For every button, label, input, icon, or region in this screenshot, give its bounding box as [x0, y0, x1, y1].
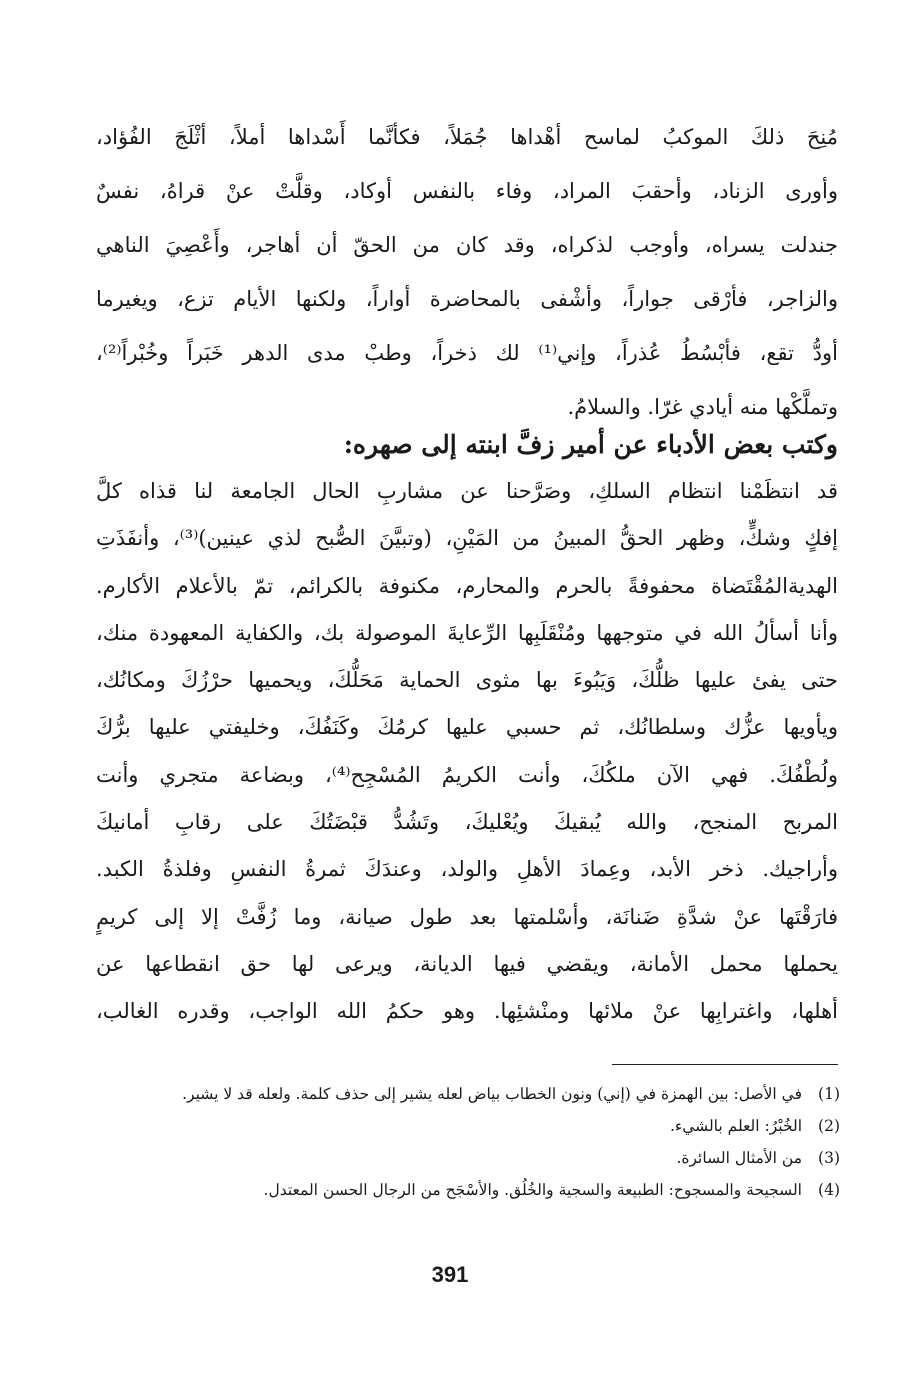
text-line: وتملَّكْها منه أيادي غرّا. والسلامُ.	[567, 395, 838, 419]
text-line: إفكٍ وشكٍّ، وظهر الحقُّ المبينُ من المَيْنِ، (وتبيَّنَ الصُّبح لذي عينين)⁽³⁾، وأنفَذَتِ	[96, 526, 838, 551]
text-line: مُنِحَ ذلكَ الموكبُ لماسح أهْداها جُمَلاً، فكأنَّما أَسْداها أملاً، أثْلَجَ الفُؤاد،	[96, 125, 838, 149]
text-line: وأراجيك. ذخر الأبد، وعِمادَ الأهلِ والولد، وعندَكَ ثمرةُ النفسِ وفلذةُ الكبد.	[96, 857, 838, 882]
footnote-item	[100, 1174, 840, 1206]
footnote-item	[100, 1078, 840, 1110]
footnotes	[100, 1078, 840, 1206]
footnote-text: السجيحة والمسجوح: الطبيعة والسجية والخُلُق. والأسْجَح من الرجال الحسن المعتدل.	[263, 1181, 802, 1199]
footnote-number: (2)	[818, 1117, 840, 1135]
footnote-number: (1)	[818, 1085, 840, 1103]
footnote-number: (4)	[818, 1181, 840, 1199]
footnote-text: في الأصل: بين الهمزة في (إني) ونون الخطاب بياض لعله يشير إلى حذف كلمة. ولعله قد لا يشير.	[182, 1085, 802, 1103]
footnote-item	[100, 1110, 840, 1142]
text-line: المربح المنجح، والله يُبقيكَ ويُعْليكَ، وتَشُدُّ قبْضَتُكَ على رقابِ أمانيكَ	[96, 810, 838, 835]
text-line: قد انتظَمْنا انتظام السلكِ، وصَرَّحنا عن مشاربِ الحال الجامعة لنا قذاه كلَّ	[96, 479, 838, 503]
text-line: فارَقْتَها عنْ شدَّةِ ضَنانَة، وأسْلمتها بعد طول صيانة، وما زُفَّتْ إلا إلى كريمٍ	[96, 904, 838, 929]
text-line: أودُّ تقع، فأبْسُطُ عُذراً، وإني⁽¹⁾ لك ذخراً، وطبْ مدى الدهر خَبَراً وخُبْراً⁽²⁾،	[96, 341, 838, 365]
text-line: حتى يفئ عليها ظلُّكَ، وَيَبُوءَ بها مثوى الحماية مَحَلُّكَ، ويحميها حرْزُكَ ومكانُك،	[96, 668, 838, 693]
footnote-divider	[612, 1064, 838, 1065]
footnote-item	[100, 1142, 840, 1174]
paragraph-2	[96, 468, 838, 1036]
text-line: والزاجر، فأرْقى جواراً، وأشْفى بالمحاضرة أواراً، ولكنها الأيام تزع، ويغيرما	[96, 287, 838, 311]
footnote-number: (3)	[818, 1149, 840, 1167]
text-line: أهلها، واغترابِها عنْ ملائها ومنْشئِها. وهو حكمُ الله الواجب، وقدره الغالب،	[96, 999, 838, 1024]
text-line: الهديةالمُقْتَضاة محفوفةً بالحرم والمحارم، مكنوفة بالكرائم، تمّ بالأعلام الأكارم.	[96, 573, 838, 598]
section-heading: وكتب بعض الأدباء عن أمير زفَّ ابنته إلى صهره:	[343, 430, 838, 459]
text-line: وأنا أسألُ الله في متوجهها ومُنْقَلَبِها الرِّعايةَ الموصولة بك، والكفاية المعهودة منك،	[96, 620, 838, 645]
page-number: 391	[431, 1262, 469, 1287]
text-line: ويأويها عزُّك وسلطانُك، ثم حسبي عليها كرمُكَ وكَنَفُكَ، وخليفتي عليها برُّكَ	[96, 715, 838, 740]
text-line: يحملها محمل الأمانة، ويقضي فيها الديانة، ويرعى لها حق انقطاعها عن	[96, 951, 838, 976]
footnote-text: من الأمثال السائرة.	[676, 1149, 802, 1167]
text-line: وأورى الزناد، وأحقبَ المراد، وفاء بالنفس أوكاد، وقلَّتْ عنْ قراهُ، نفسٌ	[96, 179, 838, 203]
paragraph-1	[96, 110, 838, 434]
text-line: جندلت يسراه، وأوجب لذكراه، وقد كان من الحقّ أن أهاجر، وأَعْصِيَ الناهي	[96, 233, 838, 257]
text-line: ولُطْفُكَ. فهي الآن ملكُكَ، وأنت الكريمُ المُسْجِح⁽⁴⁾، وبضاعة متجري وأنت	[96, 762, 838, 787]
footnote-text: الخُبْرُ: العلم بالشيء.	[669, 1117, 802, 1135]
